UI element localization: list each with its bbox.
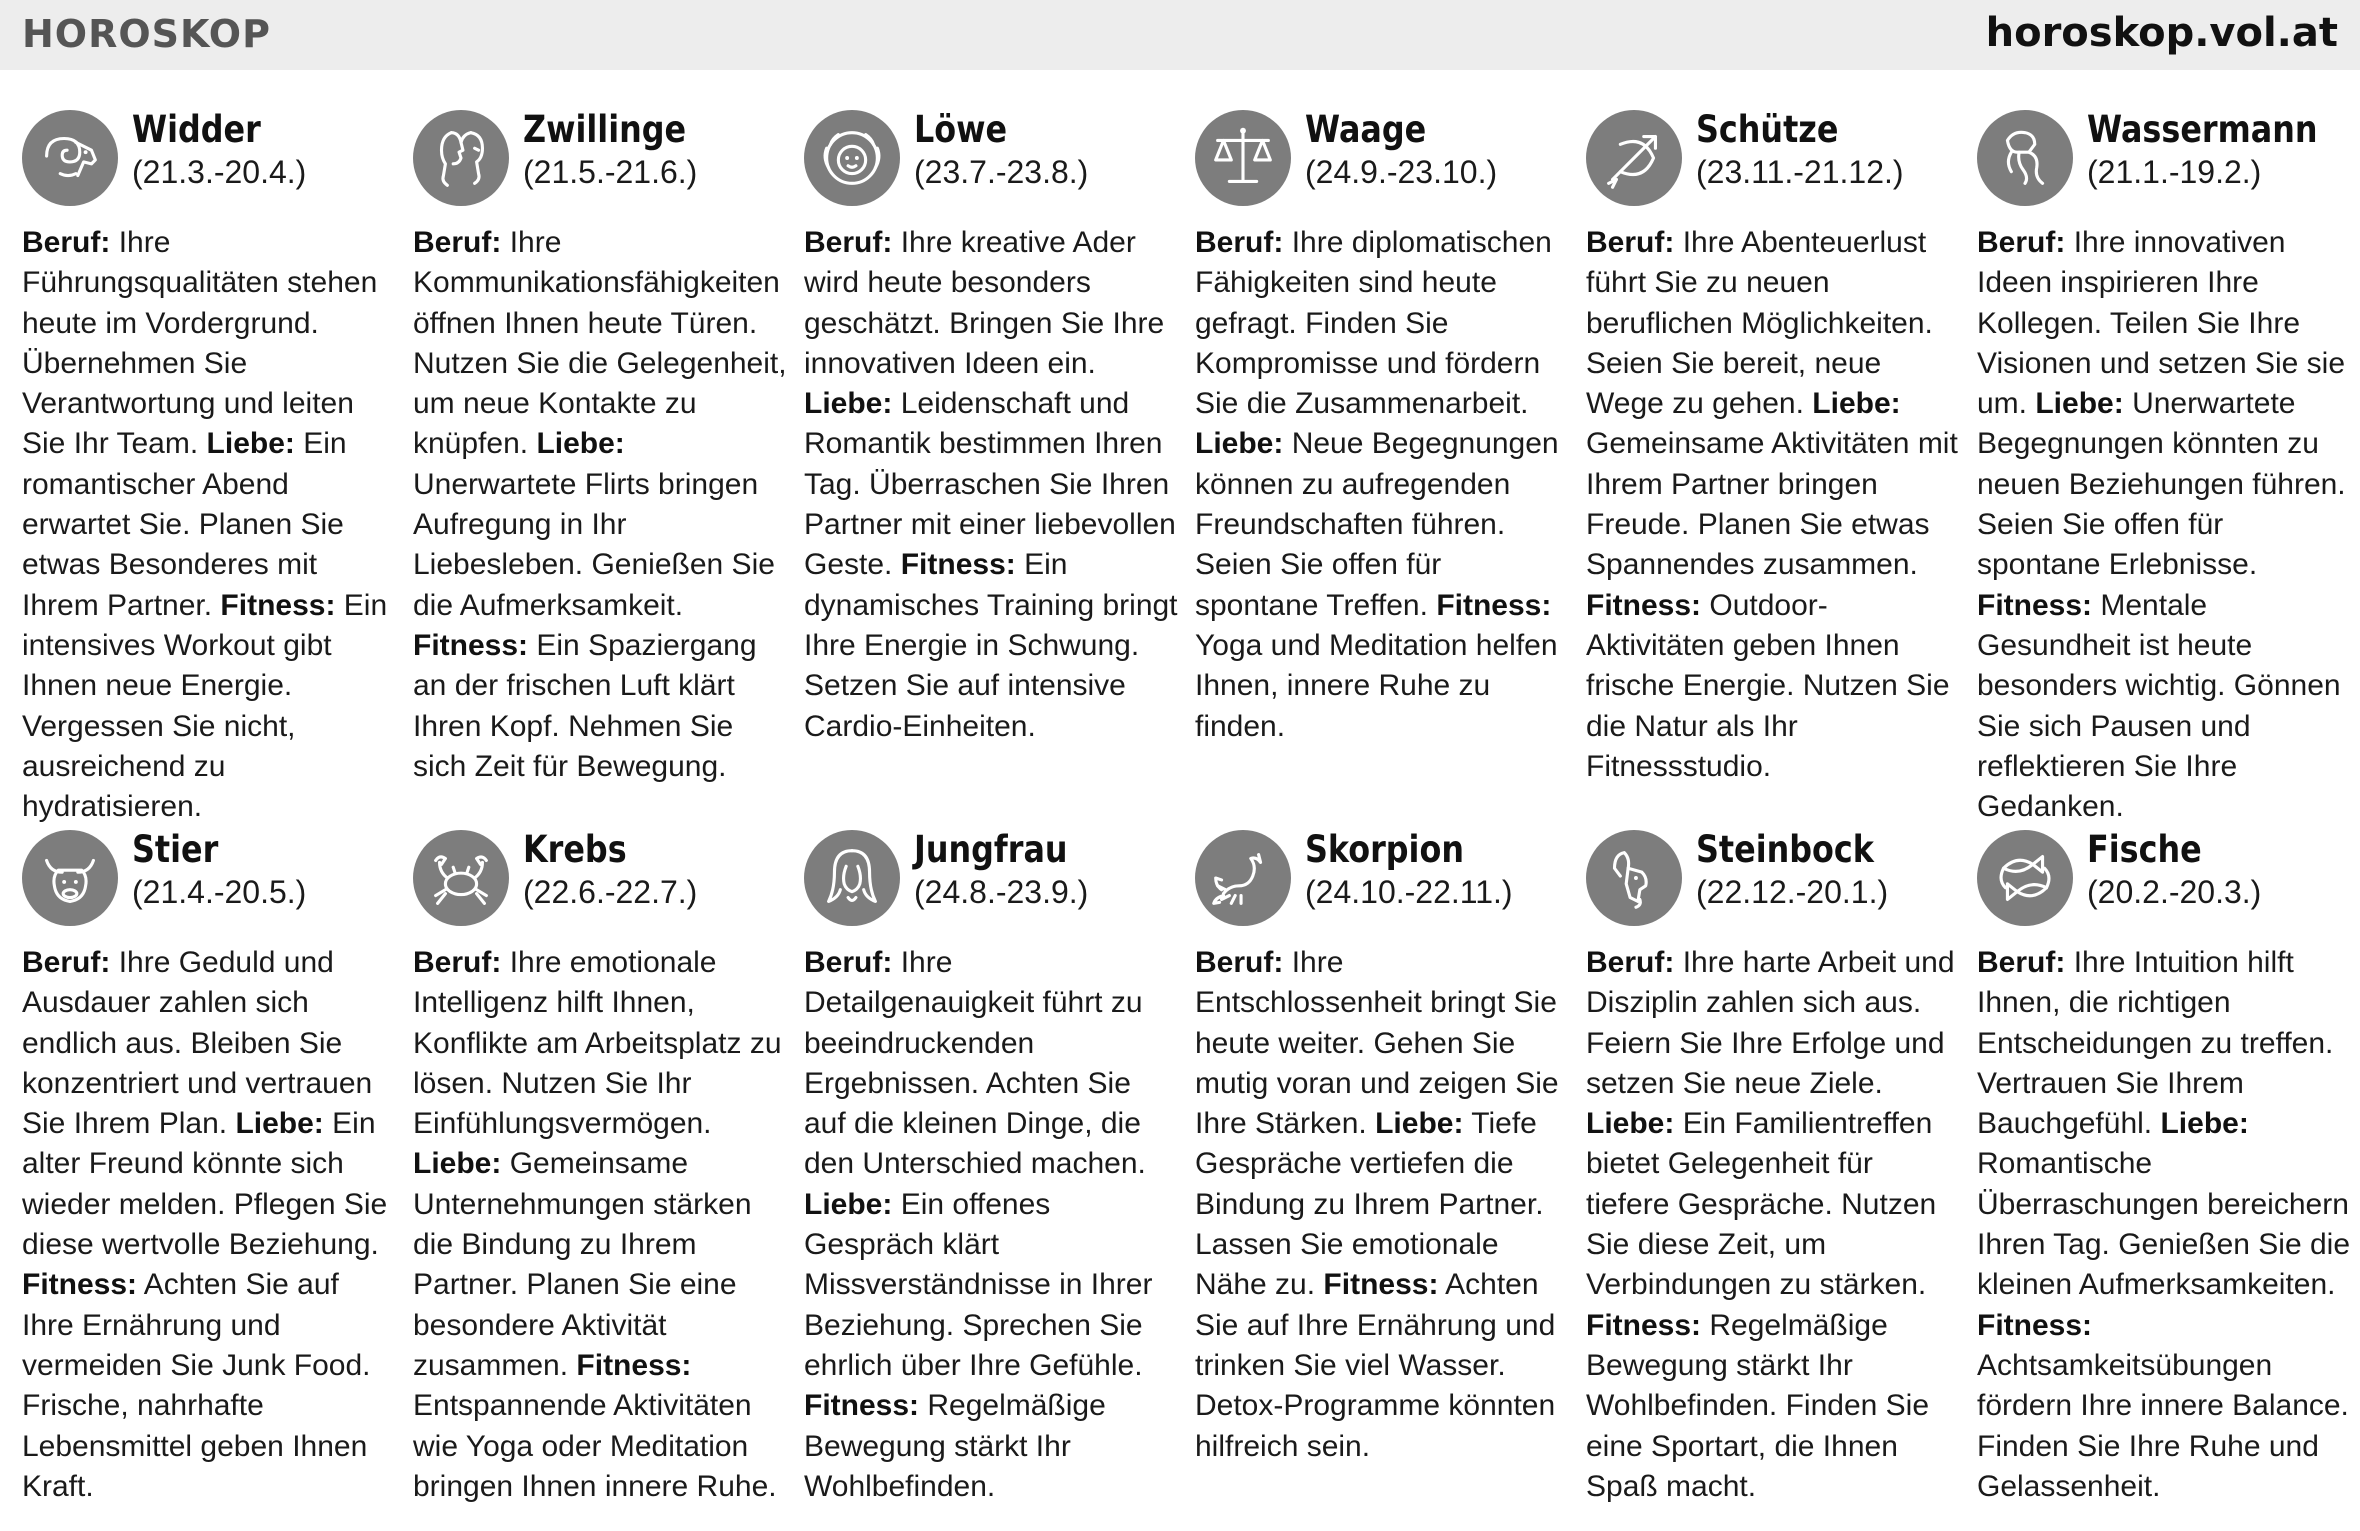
sign-zwillinge bbox=[413, 108, 789, 828]
liebe-label: Liebe: bbox=[536, 427, 625, 461]
fitness-text: Achtsamkeitsübungen fördern Ihre innere Balance. Finden Sie Ihre Ruhe und Gelassenheit. bbox=[1977, 1348, 2349, 1503]
beruf-label: Beruf: bbox=[22, 226, 111, 259]
beruf-text: Ihre harte Arbeit und Disziplin zahlen sich aus. Feiern Sie Ihre Erfolge und setzen Sie neue Ziele. bbox=[1586, 946, 1955, 1100]
sign-dates: (24.10.-22.11.) bbox=[1305, 874, 1513, 910]
site-url[interactable]: horoskop.vol.at bbox=[1985, 10, 2338, 56]
sign-header bbox=[413, 828, 789, 933]
sign-dates: (21.3.-20.4.) bbox=[132, 154, 307, 190]
beruf-label: Beruf: bbox=[22, 946, 111, 979]
fitness-text: Entspannende Aktivitäten wie Yoga oder Meditation bringen Ihnen innere Ruhe. bbox=[413, 1389, 777, 1503]
virgin-icon bbox=[804, 830, 900, 926]
sign-skorpion bbox=[1195, 828, 1571, 1518]
beruf-label: Beruf: bbox=[1195, 226, 1284, 259]
liebe-text: Unerwartete Flirts bringen Aufregung in Ihr Liebesleben. Genießen Sie die Aufmerksamkeit. bbox=[413, 467, 775, 622]
sign-header bbox=[413, 108, 789, 213]
sign-name: Jungfrau bbox=[914, 828, 1068, 871]
sign-header bbox=[1586, 108, 1962, 213]
beruf-label: Beruf: bbox=[1586, 226, 1675, 259]
sign-text bbox=[413, 223, 789, 787]
sign-name: Steinbock bbox=[1696, 828, 1874, 871]
fitness-label: Fitness: bbox=[804, 1389, 920, 1423]
sign-titles bbox=[132, 108, 306, 192]
sign-header bbox=[22, 108, 398, 213]
sign-titles bbox=[523, 828, 697, 912]
water-bearer-icon bbox=[1977, 110, 2073, 206]
sign-name: Waage bbox=[1305, 108, 1427, 151]
beruf-text: Ihre kreative Ader wird heute besonders geschätzt. Bringen Sie Ihre innovativen Ideen ein. bbox=[804, 226, 1165, 380]
fitness-text: Mentale Gesundheit ist heute besonders wichtig. Gönnen Sie sich Pausen und reflektieren Sie Ihre Gedanken. bbox=[1977, 588, 2341, 824]
sign-widder bbox=[22, 108, 398, 828]
sign-name: Skorpion bbox=[1305, 828, 1464, 871]
sign-dates: (21.5.-21.6.) bbox=[523, 154, 698, 190]
ram-icon bbox=[22, 110, 118, 206]
liebe-text: Ein romantischer Abend erwartet Sie. Planen Sie etwas Besonderes mit Ihrem Partner. bbox=[22, 427, 347, 622]
sign-jungfrau bbox=[804, 828, 1180, 1518]
sign-titles bbox=[132, 828, 306, 912]
sign-header bbox=[804, 108, 1180, 213]
header-bar bbox=[0, 0, 2360, 70]
sign-name: Stier bbox=[132, 828, 219, 871]
crab-icon bbox=[413, 830, 509, 926]
sign-titles bbox=[1696, 108, 1904, 192]
sign-krebs bbox=[413, 828, 789, 1518]
sign-dates: (20.2.-20.3.) bbox=[2087, 874, 2262, 910]
sign-header bbox=[1977, 108, 2353, 213]
liebe-label: Liebe: bbox=[235, 1107, 324, 1141]
liebe-label: Liebe: bbox=[413, 1147, 502, 1181]
sign-text bbox=[22, 943, 398, 1507]
sign-text bbox=[22, 223, 398, 827]
liebe-label: Liebe: bbox=[206, 427, 295, 461]
sign-name: Wassermann bbox=[2087, 108, 2318, 151]
fitness-text: Outdoor-Aktivitäten geben Ihnen frische Energie. Nutzen Sie die Natur als Ihr Fitnessstudio. bbox=[1586, 588, 1950, 783]
sign-header bbox=[22, 828, 398, 933]
fitness-label: Fitness: bbox=[1586, 588, 1702, 622]
sign-dates: (21.1.-19.2.) bbox=[2087, 154, 2262, 190]
beruf-text: Ihre innovativen Ideen inspirieren Ihre Kollegen. Teilen Sie Ihre Visionen und setzen Sie sie um. bbox=[1977, 226, 2346, 421]
beruf-label: Beruf: bbox=[1195, 946, 1284, 979]
fitness-text: Ein intensives Workout gibt Ihnen neue Energie. Vergessen Sie nicht, ausreichend zu hydratisieren. bbox=[22, 588, 388, 824]
liebe-label: Liebe: bbox=[1812, 387, 1901, 421]
scales-icon bbox=[1195, 110, 1291, 206]
lion-icon bbox=[804, 110, 900, 206]
sign-wassermann bbox=[1977, 108, 2353, 828]
fitness-text: Ein dynamisches Training bringt Ihre Energie in Schwung. Setzen Sie auf intensive Cardio-Einheiten. bbox=[804, 548, 1178, 743]
liebe-text: Gemeinsame Aktivitäten mit Ihrem Partner bringen Freude. Planen Sie etwas Spannendes zusammen. bbox=[1586, 427, 1958, 582]
liebe-label: Liebe: bbox=[2035, 387, 2124, 421]
sign-text bbox=[1586, 223, 1962, 787]
sign-schuetze bbox=[1586, 108, 1962, 828]
sign-header bbox=[1977, 828, 2353, 933]
liebe-text: Ein Familientreffen bietet Gelegenheit für tiefere Gespräche. Nutzen Sie diese Zeit, um Verbindungen zu stärken. bbox=[1586, 1107, 1937, 1302]
sign-header bbox=[1195, 108, 1571, 213]
beruf-text: Ihre diplomatischen Fähigkeiten sind heute gefragt. Finden Sie Kompromisse und fördern Sie die Zusammenarbeit. bbox=[1195, 226, 1552, 421]
sign-name: Löwe bbox=[914, 108, 1008, 151]
beruf-text: Ihre Entschlossenheit bringt Sie heute weiter. Gehen Sie mutig voran und zeigen Sie Ihre Stärken. bbox=[1195, 946, 1559, 1141]
fitness-label: Fitness: bbox=[1977, 588, 2093, 622]
sign-text bbox=[1195, 223, 1571, 747]
beruf-label: Beruf: bbox=[804, 946, 893, 979]
beruf-label: Beruf: bbox=[1977, 226, 2066, 259]
sign-dates: (22.12.-20.1.) bbox=[1696, 874, 1889, 910]
sign-text bbox=[804, 223, 1180, 747]
liebe-text: Tiefe Gespräche vertiefen die Bindung zu Ihrem Partner. Lassen Sie emotionale Nähe zu. bbox=[1195, 1107, 1544, 1302]
liebe-text: Leidenschaft und Romantik bestimmen Ihren Tag. Überraschen Sie Ihren Partner mit einer liebevollen Geste. bbox=[804, 387, 1176, 582]
sign-titles bbox=[523, 108, 713, 192]
beruf-text: Ihre emotionale Intelligenz hilft Ihnen, Konflikte am Arbeitsplatz zu lösen. Nutzen Sie Ihr Einfühlungsvermögen. bbox=[413, 946, 782, 1141]
bull-icon bbox=[22, 830, 118, 926]
fitness-label: Fitness: bbox=[413, 628, 529, 662]
fitness-label: Fitness: bbox=[576, 1348, 692, 1382]
beruf-text: Ihre Führungsqualitäten stehen heute im Vordergrund. Übernehmen Sie Verantwortung und leiten Sie Ihr Team. bbox=[22, 226, 378, 461]
fitness-label: Fitness: bbox=[1436, 588, 1552, 622]
fitness-label: Fitness: bbox=[1586, 1308, 1702, 1342]
sign-dates: (24.9.-23.10.) bbox=[1305, 154, 1498, 190]
fitness-text: Ein Spaziergang an der frischen Luft klärt Ihren Kopf. Nehmen Sie sich Zeit für Bewegung. bbox=[413, 628, 757, 783]
liebe-text: Ein alter Freund könnte sich wieder melden. Pflegen Sie diese wertvolle Beziehung. bbox=[22, 1107, 388, 1262]
liebe-label: Liebe: bbox=[2160, 1107, 2249, 1141]
sign-name: Schütze bbox=[1696, 108, 1839, 151]
archer-icon bbox=[1586, 110, 1682, 206]
sign-header bbox=[1586, 828, 1962, 933]
sign-text bbox=[1586, 943, 1962, 1507]
fitness-text: Regelmäßige Bewegung stärkt Ihr Wohlbefinden. bbox=[804, 1389, 1106, 1503]
sign-text bbox=[804, 943, 1180, 1507]
liebe-label: Liebe: bbox=[804, 387, 893, 421]
sign-loewe bbox=[804, 108, 1180, 828]
sign-stier bbox=[22, 828, 398, 1518]
sign-text bbox=[413, 943, 789, 1507]
fitness-label: Fitness: bbox=[22, 1268, 138, 1302]
sign-header bbox=[1195, 828, 1571, 933]
liebe-label: Liebe: bbox=[1195, 427, 1284, 461]
beruf-label: Beruf: bbox=[1977, 946, 2066, 979]
beruf-label: Beruf: bbox=[1586, 946, 1675, 979]
sign-header bbox=[804, 828, 1180, 933]
sign-waage bbox=[1195, 108, 1571, 828]
sign-titles bbox=[1305, 828, 1513, 912]
fitness-text: Regelmäßige Bewegung stärkt Ihr Wohlbefinden. Finden Sie eine Sportart, die Ihnen Spaß macht. bbox=[1586, 1308, 1930, 1503]
sign-text bbox=[1195, 943, 1571, 1467]
fitness-label: Fitness: bbox=[220, 588, 336, 622]
sign-dates: (21.4.-20.5.) bbox=[132, 874, 307, 910]
liebe-text: Romantische Überraschungen bereichern Ihren Tag. Genießen Sie die kleinen Aufmerksamkeiten. bbox=[1977, 1147, 2351, 1302]
beruf-text: Ihre Geduld und Ausdauer zahlen sich endlich aus. Bleiben Sie konzentriert und vertrauen Sie Ihrem Plan. bbox=[22, 946, 373, 1141]
beruf-text: Ihre Kommunikationsfähigkeiten öffnen Ihnen heute Türen. Nutzen Sie die Gelegenheit, um neue Kontakte zu knüpfen. bbox=[413, 226, 787, 461]
fitness-label: Fitness: bbox=[900, 548, 1016, 582]
sign-name: Fische bbox=[2087, 828, 2202, 871]
sign-titles bbox=[2087, 108, 2355, 192]
liebe-text: Neue Begegnungen können zu aufregenden Freundschaften führen. Seien Sie offen für spontane Treffen. bbox=[1195, 427, 1559, 622]
liebe-label: Liebe: bbox=[1586, 1107, 1675, 1141]
sign-name: Widder bbox=[132, 108, 261, 151]
twins-icon bbox=[413, 110, 509, 206]
sign-titles bbox=[1696, 828, 1903, 912]
sign-dates: (24.8.-23.9.) bbox=[914, 874, 1089, 910]
sign-titles bbox=[914, 828, 1093, 912]
liebe-text: Gemeinsame Unternehmungen stärken die Bindung zu Ihrem Partner. Planen Sie eine besondere Aktivität zusammen. bbox=[413, 1147, 752, 1382]
sign-dates: (23.7.-23.8.) bbox=[914, 154, 1089, 190]
liebe-text: Unerwartete Begegnungen könnten zu neuen Beziehungen führen. Seien Sie offen für spontane Erlebnisse. bbox=[1977, 387, 2346, 582]
sign-steinbock bbox=[1586, 828, 1962, 1518]
fitness-text: Achten Sie auf Ihre Ernährung und vermeiden Sie Junk Food. Frische, nahrhafte Lebensmittel geben Ihnen Kraft. bbox=[22, 1268, 371, 1503]
fitness-label: Fitness: bbox=[1977, 1308, 2093, 1342]
sign-titles bbox=[2087, 828, 2261, 912]
beruf-text: Ihre Detailgenauigkeit führt zu beeindruckenden Ergebnissen. Achten Sie auf die kleinen Dinge, die den Unterschied machen. bbox=[804, 946, 1146, 1181]
sign-dates: (22.6.-22.7.) bbox=[523, 874, 698, 910]
sign-titles bbox=[914, 108, 1088, 192]
goat-icon bbox=[1586, 830, 1682, 926]
section-title: HOROSKOP bbox=[22, 12, 271, 56]
liebe-label: Liebe: bbox=[1375, 1107, 1464, 1141]
liebe-text: Ein offenes Gespräch klärt Missverständnisse in Ihrer Beziehung. Sprechen Sie ehrlich über Ihre Gefühle. bbox=[804, 1187, 1153, 1382]
beruf-label: Beruf: bbox=[413, 226, 502, 259]
fitness-label: Fitness: bbox=[1323, 1268, 1439, 1302]
sign-text bbox=[1977, 223, 2353, 827]
sign-fische bbox=[1977, 828, 2353, 1518]
beruf-label: Beruf: bbox=[804, 226, 893, 259]
horoscope-grid bbox=[22, 108, 2351, 1518]
sign-titles bbox=[1305, 108, 1497, 192]
beruf-text: Ihre Intuition hilft Ihnen, die richtigen Entscheidungen zu treffen. Vertrauen Sie Ihrem Bauchgefühl. bbox=[1977, 946, 2334, 1141]
fitness-text: Yoga und Meditation helfen Ihnen, innere Ruhe zu finden. bbox=[1195, 628, 1558, 743]
sign-text bbox=[1977, 943, 2353, 1507]
fish-icon bbox=[1977, 830, 2073, 926]
liebe-label: Liebe: bbox=[804, 1187, 893, 1221]
sign-name: Zwillinge bbox=[523, 108, 687, 151]
beruf-label: Beruf: bbox=[413, 946, 502, 979]
fitness-text: Achten Sie auf Ihre Ernährung und trinken Sie viel Wasser. Detox-Programme könnten hilfreich sein. bbox=[1195, 1268, 1556, 1463]
beruf-text: Ihre Abenteuerlust führt Sie zu neuen beruflichen Möglichkeiten. Seien Sie bereit, neue Wege zu gehen. bbox=[1586, 226, 1933, 421]
scorpion-icon bbox=[1195, 830, 1291, 926]
sign-dates: (23.11.-21.12.) bbox=[1696, 154, 1904, 190]
sign-name: Krebs bbox=[523, 828, 627, 871]
